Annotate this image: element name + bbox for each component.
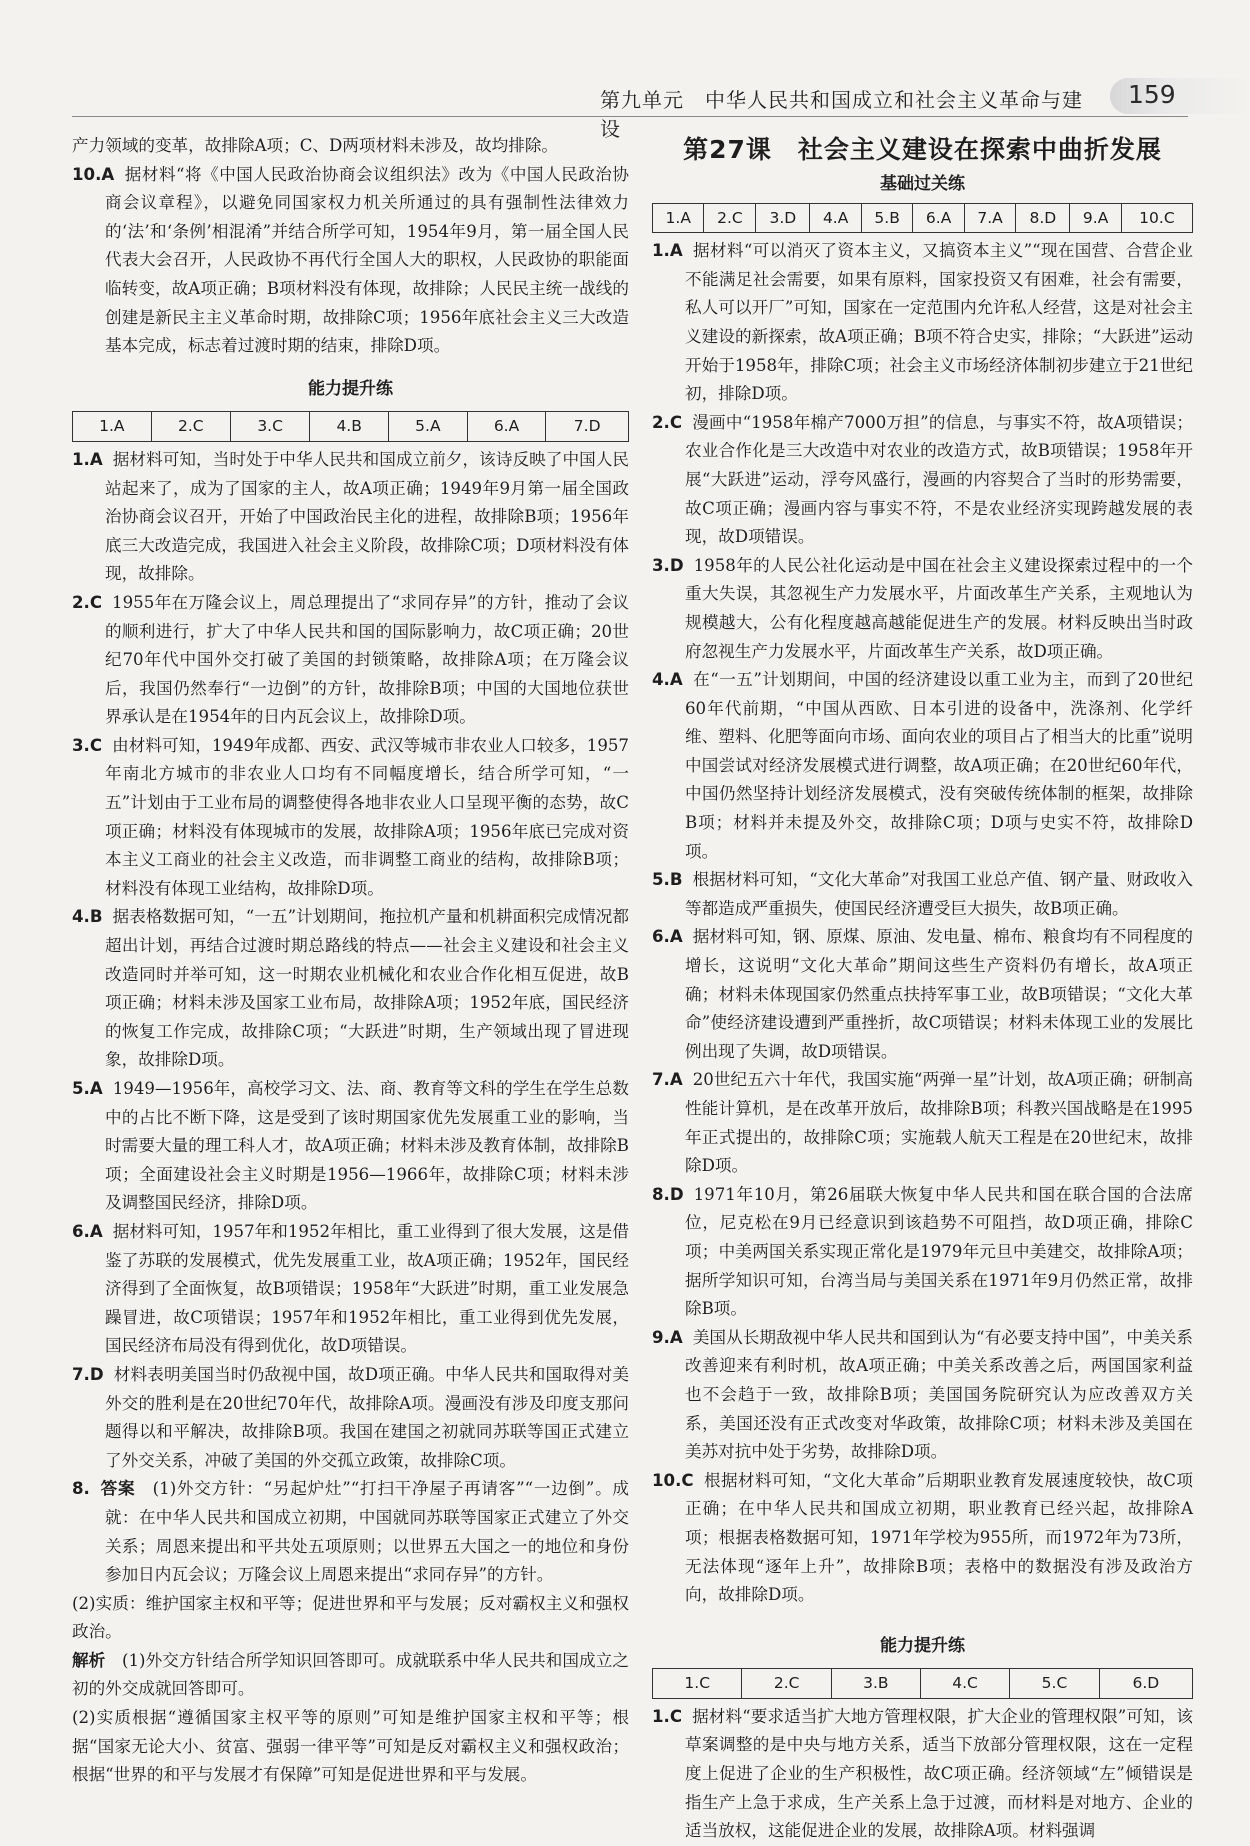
answer-item [652,409,1193,552]
item-number: 6.A [652,927,683,947]
item-text: 根据材料可知，“文化大革命”后期职业教育发展速度较快，故C项正确；在中华人民共和国成立初期，职业教育已经兴起，故排除A项；根据表格数据可知，1971年学校为955所，而1972年为73所，无法体现“逐年上升”，故排除B项；表格中的数据没有涉及政治方向，故排除D项。 [685,1470,1193,1605]
answer-item [72,903,629,1075]
page-number: 159 [1128,80,1176,109]
answer-item [652,1467,1193,1610]
answer-key-cell: 5.C [1010,1669,1099,1699]
answer-key-row [73,412,629,442]
answer-item [72,1075,629,1218]
item-text: 在“一五”计划期间，中国的经济建设以重工业为主，而到了20世纪60年代前期，“中国从西欧、日本引进的设备中，洗涤剂、化学纤维、塑料、化肥等面向市场、面向农业的项目占了相当大的比重”说明中国尝试对经济发展模式进行调整，故A项正确；在20世纪60年代，中国仍然坚持计划经济发展模式，没有突破传统体制的框架，故排除B项；材料并未提及外交，故排除C项；D项与史实不符，故排除D项。 [685,670,1193,861]
item-number: 1.A [72,449,103,469]
answer-item [72,1361,629,1475]
item-text: 1949—1956年，高校学习文、法、商、教育等文科的学生在学生总数中的占比不断下降，这是受到了该时期国家优先发展重工业的影响，当时需要大量的理工科人才，故A项正确；材料未涉及教育体制，故排除B项；全面建设社会主义时期是1956—1966年，故排除C项；材料未涉及调整国民经济，排除D项。 [105,1079,629,1213]
answer-key-cell: 9.A [1070,203,1121,233]
answer-item-8 [72,1475,629,1589]
item-number: 3.D [652,555,684,575]
answer-item [652,1066,1193,1180]
item-text: 据材料可知，1957年和1952年相比，重工业得到了很大发展，这是借鉴了苏联的发展模式，优先发展重工业，故A项正确；1952年，国民经济得到了全面恢复，故B项错误；1958年“大跃进”时期，重工业发展急躁冒进，故C项错误；1957年和1952年相比，重工业得到优先发展，国民经济布局没有得到优化，故D项错误。 [105,1221,629,1356]
answer-key-cell: 2.C [704,203,756,233]
answer-key-cell: 4.A [810,203,861,233]
answer-item [652,666,1193,866]
answer-item [652,1324,1193,1467]
answer-key-cell: 3.B [831,1669,920,1699]
item-text: 据材料“要求适当扩大地方管理权限，扩大企业的管理权限”可知，该草案调整的是中央与地方关系，适当下放部分管理权限，这在一定程度上促进了企业的生产积极性，故C项正确。经济领域“左”倾错误是指生产上急于求成，生产关系上急于过渡，而材料是对地方、企业的适当放权，这能促进企业的发展，故排除A项。材料强调 [685,1706,1193,1841]
item-number: 3.C [72,735,103,755]
analysis-part-2: (2)实质根据“遵循国家主权平等的原则”可知是维护国家主权和平等；根据“国家无论大小、贫富、强弱一律平等”可知是反对霸权主义和强权政治；根据“世界的和平与发展才有保障”可知是促进世界和平与发展。 [72,1708,629,1785]
item-text: 材料表明美国当时仍敌视中国，故D项正确。中华人民共和国取得对美外交的胜利是在20世纪70年代，故排除A项。漫画没有涉及印度支那问题得以和平解决，故排除B项。我国在建国之初就同苏联等国正式建立了外交关系，冲破了美国的外交孤立政策，故排除C项。 [105,1364,629,1470]
right-column [652,132,1193,1846]
item-number: 8.D [652,1184,684,1204]
answer-item [652,552,1193,666]
answer-list [72,446,629,1475]
answer-item [652,1181,1193,1324]
item-text: 据材料可知，钢、原煤、原油、发电量、棉布、粮食均有不同程度的增长，这说明“文化大革命”期间这些生产资料仍有增长，故A项正确；材料未体现国家仍然重点扶持军事工业，故B项错误；“文化大革命”使经济建设遭到严重挫折，故C项错误；材料未体现工业的发展比例出现了失调，故D项错误。 [685,927,1193,1061]
page-number-tab [1110,78,1250,114]
item-text: 漫画中“1958年棉产7000万担”的信息，与事实不符，故A项错误；农业合作化是三大改造中对农业的改造方式，故B项错误；1958年开展“大跃进”运动，浮夸风盛行，漫画的内容契合了当时的形势需要，故C项正确；漫画内容与事实不符，不是农业经济实现跨越发展的表现，故D项错误。 [685,412,1193,547]
answer-key-row [653,203,1193,233]
answer-item [652,237,1193,409]
answer-item [652,923,1193,1066]
item-number: 9.A [652,1327,683,1347]
analysis-label: 解析 [72,1650,106,1670]
item-number: 6.A [72,1221,103,1241]
analysis-paragraph [72,1647,629,1704]
answer-key-cell: 4.B [310,412,389,442]
item-number: 4.A [652,670,683,690]
answer-key-row [653,1669,1193,1699]
intro-paragraph: 产力领域的变革，故排除A项；C、D两项材料未涉及，故均排除。 [72,136,559,155]
lesson-title: 第27课 社会主义建设在探索中曲折发展 [683,135,1162,164]
header-rule [72,116,1188,117]
item-number: 8. [72,1479,90,1499]
answer-key-cell: 7.A [964,203,1015,233]
answer-key-table [652,203,1193,234]
unit-title: 第九单元 中华人民共和国成立和社会主义革命与建设 [600,88,1083,141]
item-text: 根据材料可知，“文化大革命”对我国工业总产值、钢产量、财政收入等都造成严重损失，使国民经济遭受巨大损失，故B项正确。 [685,870,1193,918]
answer-item [72,446,629,589]
answer-item [652,1703,1193,1846]
item-text: 1971年10月，第26届联大恢复中华人民共和国在联合国的合法席位，尼克松在9月已经意识到该趋势不可阻挡，故D项正确，排除C项；中美两国关系实现正常化是1979年元旦中美建交，故排除A项；据所学知识可知，台湾当局与美国关系在1971年9月仍然正常，故排除B项。 [685,1184,1193,1319]
analysis-part-1: (1)外交方针结合所学知识回答即可。成就联系中华人民共和国成立之初的外交成就回答即可。 [72,1650,629,1699]
item-number: 7.D [72,1364,104,1384]
item-number: 1.A [652,241,683,261]
answer-key-cell: 5.B [861,203,913,233]
answer-key-cell: 1.A [73,412,152,442]
item-number: 1.C [652,1706,683,1726]
answer-item [652,866,1193,923]
item-text: 1958年的人民公社化运动是中国在社会主义建设探索过程中的一个重大失误，其忽视生产力发展水平，片面改革生产关系，主观地认为规模越大，公有化程度越高越能促进生产的发展。材料反映出当时政府忽视生产力发展水平，片面改革生产关系，故D项正确。 [685,555,1193,661]
item-number: 2.C [72,592,103,612]
section-heading: 基础过关练 [880,174,965,194]
answer-key-cell: 3.D [756,203,810,233]
answer-key-cell: 8.D [1016,203,1070,233]
item-text: 20世纪五六十年代，我国实施“两弹一星”计划，故A项正确；研制高性能计算机，是在改革开放后，故排除B项；科教兴国战略是在1995年正式提出的，故排除C项；实施载人航天工程是在20世纪末，故排除D项。 [685,1070,1193,1176]
item-number: 2.C [652,412,683,432]
answer-list [652,1703,1193,1846]
answer-key-cell: 4.C [920,1669,1009,1699]
answer-key-cell: 2.C [742,1669,831,1699]
page-header [600,80,1250,141]
answer-key-cell: 10.C [1121,203,1192,233]
item-text: 据材料“可以消灭了资本主义，又搞资本主义”“现在国营、合营企业不能满足社会需要，如果有原料，国家投资又有困难，社会有需要，私人可以开厂”可知，国家在一定范围内允许私人经营，这是对社会主义建设的新探索，故A项正确；B项不符合史实，排除；“大跃进”运动开始于1958年，排除C项；社会主义市场经济体制初步建立于21世纪初，排除D项。 [685,241,1193,404]
answer-key-cell: 2.C [151,412,230,442]
item-text: 由材料可知，1949年成都、西安、武汉等城市非农业人口较多，1957年南北方城市的非农业人口均有不同幅度增长，结合所学可知，“一五”计划由于工业布局的调整使得各地非农业人口呈现平衡的态势，故C项正确；材料没有体现城市的发展，故排除A项；1956年底已完成对资本主义工商业的社会主义改造，而非调整工商业的结构，故排除B项；材料没有体现工业结构，故排除D项。 [105,735,629,898]
answer-part-2: (2)实质：维护国家主权和平等；促进世界和平与发展；反对霸权主义和强权政治。 [72,1593,629,1642]
answer-key-table [652,1668,1193,1699]
answer-key-cell: 6.A [913,203,964,233]
item-number: 10.C [652,1470,694,1490]
answer-item [72,589,629,732]
answer-key-cell: 1.A [653,203,704,233]
answer-label: 答案 [99,1479,136,1499]
answer-item [72,1218,629,1361]
answer-item [72,732,629,904]
answer-list [652,237,1193,1610]
answer-part-1: (1)外交方针：“另起炉灶”“打扫干净屋子再请客”“一边倒”。成就：在中华人民共和国成立初期，中国就同苏联等国家正式建立了外交关系；周恩来提出和平共处五项原则；以世界五大国之一的地位和身份参加日内瓦会议；万隆会议上周恩来提出“求同存异”的方针。 [105,1479,630,1585]
item-number: 10.A [72,164,115,184]
section-heading: 能力提升练 [880,1635,965,1656]
item-text: 1955年在万隆会议上，周总理提出了“求同存异”的方针，推动了会议的顺利进行，扩大了中华人民共和国的国际影响力，故C项正确；20世纪70年代中国外交打破了美国的封锁策略，故排除A项；在万隆会议后，我国仍然奉行“一边倒”的方针，故排除B项；中国的大国地位获世界承认是在1954年的日内瓦会议上，故排除D项。 [105,592,629,727]
answer-item [72,161,629,361]
item-text: 美国从长期敌视中华人民共和国到认为“有必要支持中国”，中美关系改善迎来有利时机，故A项正确；中美关系改善之后，两国国家利益也不会趋于一致，故排除B项；美国国务院研究认为应改善双方关系，美国还没有正式改变对华政策，故排除C项；材料未涉及美国在美苏对抗中处于劣势，故排除D项。 [685,1327,1193,1462]
answer-key-table [72,411,629,442]
item-number: 5.B [652,870,683,890]
item-text: 据材料可知，当时处于中华人民共和国成立前夕，该诗反映了中国人民站起来了，成为了国家的主人，故A项正确；1949年9月第一届全国政治协商会议召开，开始了中国政治民主化的进程，故排除B项；1956年底三大改造完成，我国进入社会主义阶段，故排除C项；D项材料没有体现，故排除。 [105,449,629,584]
section-heading: 能力提升练 [308,378,393,399]
item-text: 据材料“将《中国人民政治协商会议组织法》改为《中国人民政治协商会议章程》，以避免同国家权力机关所通过的具有强制性法律效力的‘法’和‘条例’相混淆”并结合所学可知，1954年9月，第一届全国人民代表大会召开，人民政协不再代行全国人大的职权，人民政协的职能面临转变，故A项正确；B项材料没有体现，故排除；人民民主统一战线的创建是新民主主义革命时期，故排除C项；1956年底社会主义三大改造基本完成，标志着过渡时期的结束，排除D项。 [105,164,629,356]
answer-key-cell: 5.A [389,412,468,442]
answer-key-cell: 6.A [467,412,546,442]
answer-key-cell: 1.C [653,1669,742,1699]
answer-key-cell: 6.D [1099,1669,1192,1699]
answer-key-cell: 7.D [546,412,629,442]
left-column [72,132,629,1790]
item-number: 4.B [72,907,103,927]
item-text: 据表格数据可知，“一五”计划期间，拖拉机产量和机耕面积完成情况都超出计划，再结合过渡时期总路线的特点——社会主义建设和社会主义改造同时并举可知，这一时期农业机械化和农业合作化相互促进，故B项正确；材料未涉及国家工业布局，故排除A项；1952年底，国民经济的恢复工作完成，故排除C项；“大跃进”时期，生产领域出现了冒进现象，故排除D项。 [105,907,629,1070]
item-number: 5.A [72,1079,103,1098]
item-number: 7.A [652,1070,683,1090]
answer-key-cell: 3.C [230,412,309,442]
